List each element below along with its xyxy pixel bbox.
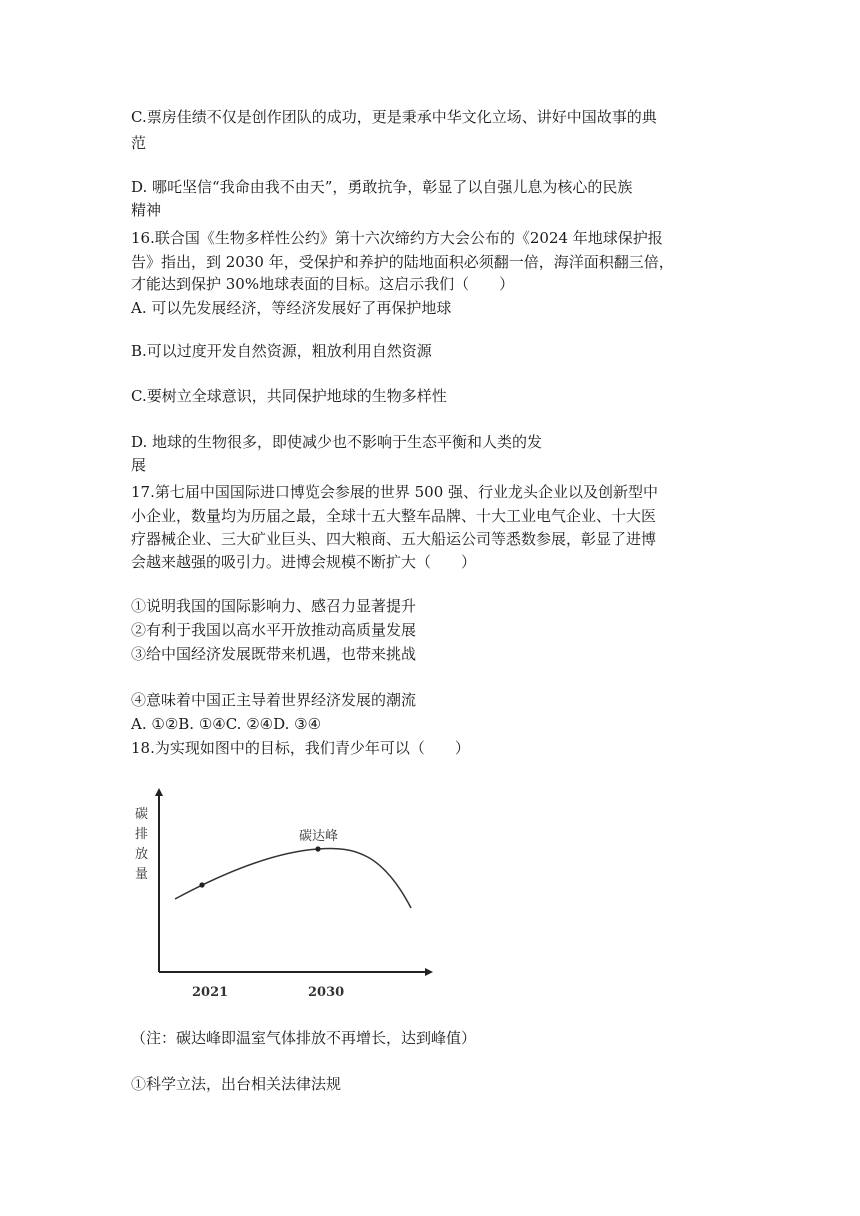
question-17-line: 疗器械企业、三大矿业巨头、四大粮商、五大船运公司等悉数参展，彰显了进博 xyxy=(131,530,657,548)
option-d: D. 地球的生物很多，即使减少也不影响于生态平衡和人类的发 xyxy=(131,433,543,451)
statement-item: ②有利于我国以高水平开放推动高质量发展 xyxy=(131,621,417,639)
option-a: A. 可以先发展经济，等经济发展好了再保护地球 xyxy=(131,299,452,317)
text-line: 精神 xyxy=(131,201,162,219)
option-c: C.要树立全球意识，共同保护地球的生物多样性 xyxy=(131,387,447,405)
question-17-line: 会越来越强的吸引力。进博会规模不断扩大（ ） xyxy=(131,553,477,571)
option-b: B.可以过度开发自然资源，粗放利用自然资源 xyxy=(131,342,432,360)
question-18-line: 18.为实现如图中的目标，我们青少年可以（ ） xyxy=(131,739,470,757)
question-16-line: 告》指出，到 2030 年，受保护和养护的陆地面积必须翻一倍，海洋面积翻三倍， xyxy=(131,253,674,271)
figure-note: （注：碳达峰即温室气体排放不再增长，达到峰值） xyxy=(131,1029,477,1047)
option-d-cont: 展 xyxy=(131,456,147,474)
text-line: 范 xyxy=(131,134,147,152)
y-axis-label: 碳排放量 xyxy=(135,807,149,882)
text-line: C.票房佳绩不仅是创作团队的成功，更是秉承中华文化立场、讲好中国故事的典 xyxy=(131,108,657,126)
x-tick-2030: 2030 xyxy=(308,985,345,1000)
emission-curve xyxy=(175,848,411,908)
answer-options: A. ①②B. ①④C. ②④D. ③④ xyxy=(131,715,322,733)
statement-item: ④意味着中国正主导着世界经济发展的潮流 xyxy=(131,691,417,709)
peak-label: 碳达峰 xyxy=(299,829,339,844)
text-line: D. 哪吒坚信“我命由我不由天”，勇敢抗争，彰显了以自强儿息为核心的民族 xyxy=(131,178,633,196)
question-16-line: 16.联合国《生物多样性公约》第十六次缔约方大会公布的《2024 年地球保护报 xyxy=(131,229,663,247)
x-tick-2021: 2021 xyxy=(192,985,229,1000)
question-17-line: 小企业，数量均为历届之最，全球十五大整车品牌、十大工业电气企业、十大医 xyxy=(131,507,657,525)
statement-item: ③给中国经济发展既带来机遇，也带来挑战 xyxy=(131,645,417,663)
question-16-line: 才能达到保护 30%地球表面的目标。这启示我们（ ） xyxy=(131,275,515,293)
question-17-line: 17.第七届中国国际进口博览会参展的世界 500 强、行业龙头企业以及创新型中 xyxy=(131,483,659,501)
point-peak xyxy=(315,846,320,851)
point-2021 xyxy=(199,882,204,887)
statement-item: ①科学立法，出台相关法律法规 xyxy=(131,1075,342,1093)
statement-item: ①说明我国的国际影响力、感召力显著提升 xyxy=(131,597,417,615)
carbon-peak-figure xyxy=(125,782,445,1004)
